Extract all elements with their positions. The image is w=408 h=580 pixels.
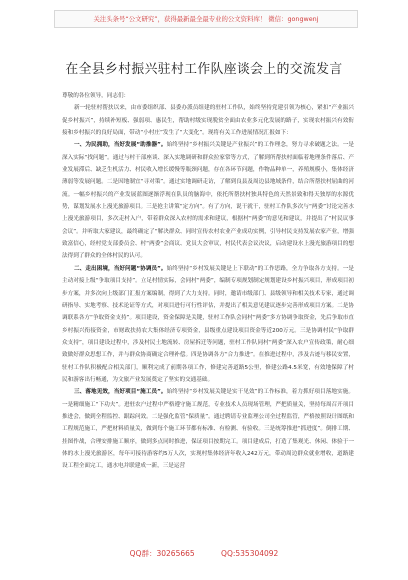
top-banner[interactable]: 关注头条号“公文研究”，获得最新最全最专业的公文资料库！ 微信：gongwenj (54, 10, 358, 28)
greeting: 尊敬的各位领导，同志们： (62, 93, 130, 99)
section-3-heading: 三、落地见效，当好项目“施工员”。 (74, 389, 167, 396)
paragraph-intro (62, 102, 354, 139)
paragraph-section-3 (62, 386, 354, 472)
footer-qq: QQ:535304092 (221, 549, 279, 558)
document-body (62, 90, 354, 473)
section-2-heading: 二、走出困境，当好问题“协调员”。 (74, 265, 167, 272)
footer-contact (0, 548, 408, 559)
section-2-text: 始终坚持“乡村发展关键是上下联动”的工作思路，全力争取各方支持。一是主动对接上级“争取项目支持”。立足村情实际，会同村“两委”，编制专项规划制定规划建设乡村振兴项目，形成项目初步方案，并多次向上级部门汇报方案编制，得到了大力支持。同时，邀请市级部门、县级领导和相关技术专家，通过调研指导、实地考察、技术论证等方式，对项目进行可行性评估，并提出了相关意见建议逐步完善形成项目方案。二是协调联系各方“争取资金支持”。项目建设，资金保障是关键，驻村工作队会同村“两委”多方协调争取资金，先后争取市直乡村振兴衔接资金，市财政扶持农大集体经济专项资金，县级重点建设项目资金等近200万元。三是协调村民“争取群众支持”，项目建设过程中，涉及村民土地流转、房屋拆迁等问题，驻村工作队同村“两委”深入农户宣传政策，耐心细致做好群众思想工作，并与群众协商确定合理补偿。四是协调各方“合力推进”。在推进过程中，涉及古迹与移民安置，驻村工作队积极配合相关部门，顺利完成了前期各项工作，修建完善道路5公里，修建公路4.5米宽，有效地保障了村民和游客出行畅通，为文旅产业发展奠定了坚实的交通基础。 (62, 265, 355, 383)
footer-qq-group: QQ群：30265665 (129, 549, 195, 558)
paragraph-section-1 (62, 139, 354, 262)
paragraph-section-2 (62, 263, 354, 386)
section-1-heading: 一、为民拥助，当好发展“助推器”。 (74, 142, 167, 149)
page-title: 在全县乡村振兴驻村工作队座谈会上的交流发言 (65, 62, 343, 77)
section-1-text: 始终坚持“乡村振兴关键是产业振兴”的工作理念，努力寻求破题之法。一是深入实际“找问题”。通过与村干部座谈、深入实地调研和群众拉家常等方式，了解到所帮扶村面临着地理条件落后、产业发展滞后、缺乏生机活力、村民收入增长缓慢等瓶颈问题，存在各环节问题，作物品种单一，养殖规模小，集体经济薄弱等发展问题。二是因地制宜“寻对策”。通过实地调研走访，了解到良县及周边县地域条件，结合所帮扶村屈曲的河流。一幅乡村振兴的产业发展蓝图逐渐浮现在队员的脑海中，依托所帮扶村独具特色的天然景致和得天独厚的水源优势，谋划发展水上漫光旅游项目。三是抢主讲策“定方向”。有了方向，说干就干，驻村工作队多次与“两委”讨论完善水上漫光旅游项目，多次走村入户，带着群众深入农村的需求和建议，根据村“两委”的意见和建议，并提出了“村民议事会议”。并听取大家建议，最终确定了“解决群众、同时宣传农村农业产业成功实例，引导村民支持发展农家产业，增强致富信心，经村党支部委员会、村“两委”会商议、党员大会审议，村民代表会议决议，启动建设水上漫光旅游项目的想法得到了群众的全体村民的认可。 (62, 142, 355, 260)
section-3-text: 始终坚持“乡村发展关键是实干见效”的工作标准，着力抓好项目落地实施。一是精细施工“下功夫”。进驻农户过程中严格遵守施工规范，专业技术人员现场管理，严把质量关，坚持每周召开项目推进会，做到全程监控、跟踪问效。二是强化监管“保质量”。通过聘请专业监理公司全过程监管，严格按照设计图纸和工程规范施工，严把材料质量关，做到每个施工环节都有标准、有检测、有验收。三是统筹推进“抓进度”。倒排工期、挂图作战，合理安排施工顺序，做到多点同时推进，保证项目按期完工。项目建成后，打造了集观光、休闲、体验于一体的水上漫光旅游区，每年可接待游客约5万人次，实现村集体经济年收入242万元，带动周边群众就业增收，道路建设工程全面完工，通水电并联建成一新，三是运营 (62, 389, 355, 470)
paragraph-intro-text: 新一轮驻村帮扶以来，由市委组织部、县委办派员组建的驻村工作队，始终坚持党建引领为核心，紧扣“产业振兴促乡村振兴”，持续补短板、强弱项、惠民生，帮助村级实现脱贫全面由农业多元化发展的路子，实现农村振兴有效衔接和乡村振兴的良好局面，带动“小村庄”发生了“大变化”。现将有关工作进展情况汇报如下： (62, 105, 354, 137)
